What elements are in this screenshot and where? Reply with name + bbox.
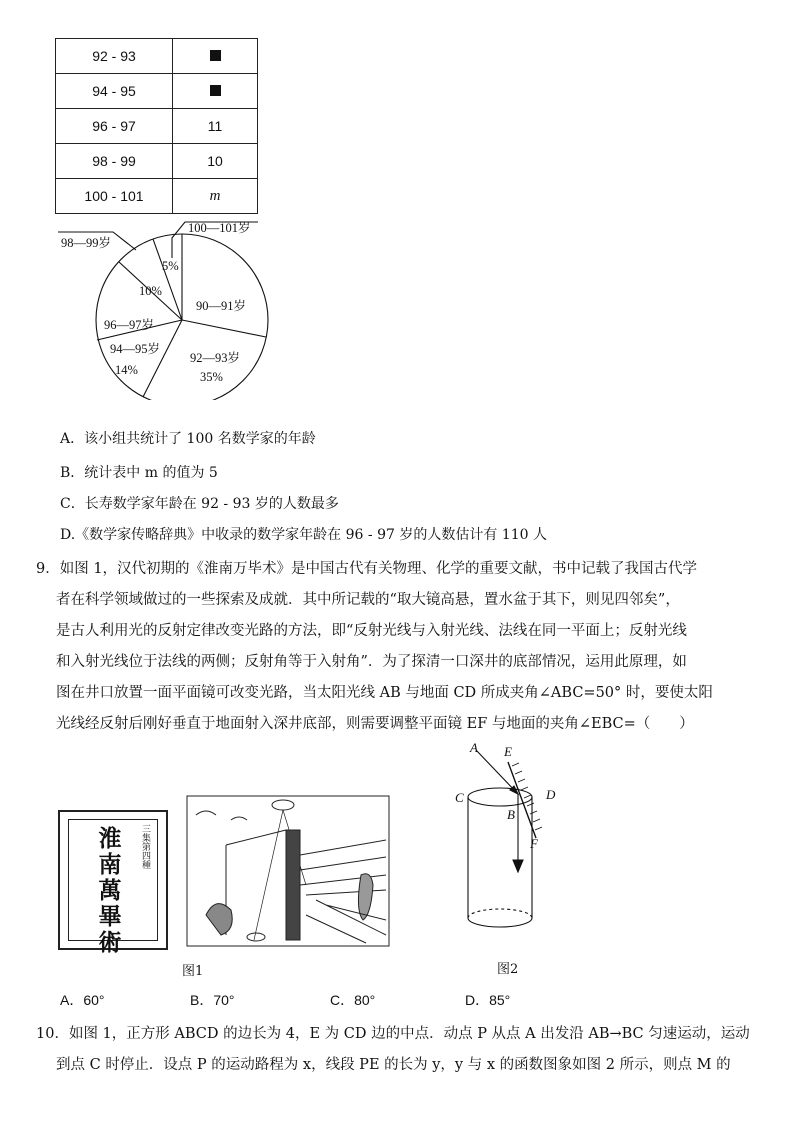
label-a: A xyxy=(470,740,478,755)
slice-label-100-101: 100—101岁 xyxy=(188,221,251,235)
q9-line-2: 者在科学领域做过的一些探索及成就．其中所记载的“取大镜高悬，置水盆于其下，则见四邻矣”， xyxy=(56,592,680,608)
slice-percent-98-99: 10% xyxy=(139,284,162,298)
q9-choice-b: B．70° xyxy=(190,992,235,1008)
count-cell: 10 xyxy=(173,144,258,179)
terrain-lines xyxy=(306,900,386,943)
q9-line-6: 光线经反射后刚好垂直于地面射入深井底部，则需要调整平面镜 EF 与地面的夹角∠EBC=（ ） xyxy=(56,716,694,732)
mirror-hatching xyxy=(512,763,542,830)
wall-column xyxy=(286,830,300,940)
book-title-char: 術 xyxy=(98,929,122,956)
book-title-char: 畢 xyxy=(98,903,122,930)
ancient-mirror-illustration xyxy=(186,795,390,947)
age-range-cell: 100 - 101 xyxy=(56,179,173,214)
q9-choice-d: D．85° xyxy=(465,992,511,1008)
q8-option-d: D.《数学家传略辞典》中收录的数学家年龄在 96 - 97 岁的人数估计有 110 人 xyxy=(60,527,547,543)
q9-choice-c: C．80° xyxy=(330,992,376,1008)
well-bottom-front xyxy=(468,918,532,927)
light-ray xyxy=(254,810,283,940)
age-range-cell: 96 - 97 xyxy=(56,109,173,144)
q10-line-2: 到点 C 时停止．设点 P 的运动路程为 x，线段 PE 的长为 y，y 与 x 的函数图象如图 2 所示，则点 M 的 xyxy=(56,1057,731,1073)
q8-option-b: B．统计表中 m 的值为 5 xyxy=(60,465,218,481)
book-title-char: 淮 xyxy=(98,825,122,852)
slice-label-94-95: 94—95岁 xyxy=(110,342,161,356)
label-b: B xyxy=(507,807,515,822)
label-f: F xyxy=(530,836,538,851)
age-range-cell: 92 - 93 xyxy=(56,39,173,74)
q9-line-4: 和入射光线位于法线的两侧；反射角等于入射角”．为了探清一口深井的底部情况，运用此原理，如 xyxy=(56,654,687,670)
q8-option-c: C．长寿数学家年龄在 92 - 93 岁的人数最多 xyxy=(60,496,339,512)
label-d: D xyxy=(546,787,556,802)
slice-percent-94-95: 14% xyxy=(115,363,138,377)
reflected-arrow-head xyxy=(513,860,523,872)
slice-percent-100-101: 5% xyxy=(162,259,179,273)
q9-choice-a: A．60° xyxy=(60,992,105,1008)
q9-line-5: 图在井口放置一面平面镜可改变光路，当太阳光线 AB 与地面 CD 所成夹角∠ABC=50° 时，要使太阳 xyxy=(56,685,713,701)
figure-1-caption: 图1 xyxy=(182,964,204,979)
count-cell: 11 xyxy=(173,109,258,144)
book-side-text: 三集第四種 xyxy=(140,824,150,869)
label-c: C xyxy=(455,790,464,805)
slice-percent-92-93: 35% xyxy=(200,370,223,384)
q9-line-1: 9．如图 1，汉代初期的《淮南万毕术》是中国古代有关物理、化学的重要文献，书中记载了我国古代学 xyxy=(36,561,698,577)
slice-label-92-93: 92—93岁 xyxy=(190,351,241,365)
well-bottom-back xyxy=(468,909,532,918)
slice-label-98-99: 98—99岁 xyxy=(61,236,112,250)
book-cover-image xyxy=(58,810,168,956)
figure-2-caption: 图2 xyxy=(497,962,519,977)
hanging-mirror xyxy=(272,800,294,810)
standing-figure xyxy=(358,874,373,920)
book-title xyxy=(96,826,124,956)
count-cell-variable: m xyxy=(173,179,258,214)
label-e: E xyxy=(504,744,512,759)
well-top-ellipse xyxy=(468,788,532,806)
cloud-lines xyxy=(196,811,247,820)
slice-divider xyxy=(182,320,266,337)
book-title-char: 南 xyxy=(98,851,122,878)
well-geometry-diagram xyxy=(450,740,570,945)
age-range-cell: 94 - 95 xyxy=(56,74,173,109)
q10-line-1: 10．如图 1，正方形 ABCD 的边长为 4，E 为 CD 边的中点．动点 P 从点 A 出发沿 AB→BC 匀速运动，运动 xyxy=(36,1026,750,1042)
slice-divider xyxy=(153,239,182,320)
age-pie-chart xyxy=(0,0,794,400)
q8-option-a: A．该小组共统计了 100 名数学家的年龄 xyxy=(60,431,316,447)
age-range-cell: 98 - 99 xyxy=(56,144,173,179)
q9-line-3: 是古人利用光的反射定律改变光路的方法，即“反射光线与入射光线、法线在同一平面上；反射光线 xyxy=(56,623,687,639)
slice-label-96-97: 96—97岁 xyxy=(104,318,155,332)
water-basin xyxy=(247,933,265,941)
seated-figure xyxy=(206,904,232,935)
book-title-char: 萬 xyxy=(98,877,122,904)
slice-label-90-91: 90—91岁 xyxy=(196,299,247,313)
